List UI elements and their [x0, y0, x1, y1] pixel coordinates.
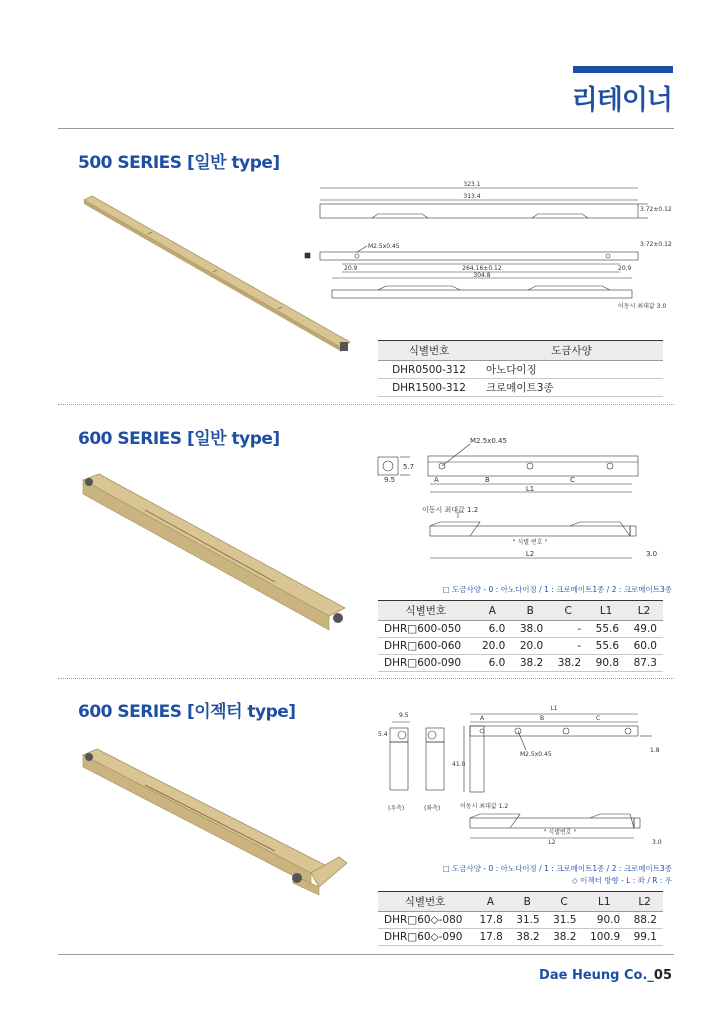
table-cell: 55.6	[587, 621, 625, 638]
dim-label: 41.0	[452, 761, 466, 768]
table-cell: 38.2	[546, 929, 583, 946]
dim-label: L1	[525, 485, 535, 493]
header-divider	[58, 128, 674, 129]
header-accent-bar	[573, 66, 673, 73]
table-cell: DHR□600-060	[378, 638, 473, 655]
table-header: 식별번호	[378, 892, 472, 912]
rail-600-standard-illustration	[75, 470, 355, 640]
table-header: B	[509, 892, 546, 912]
table-cell: 6.0	[473, 655, 511, 672]
table-cell: 87.3	[625, 655, 663, 672]
table-600-ejector	[378, 891, 663, 946]
table-cell: DHR□60◇-080	[378, 912, 472, 929]
section-title-600-standard: 600 SERIES [일반 type]	[78, 429, 280, 449]
section-divider	[58, 678, 674, 679]
dim-label: 323.1	[463, 181, 481, 188]
table-cell: 90.8	[587, 655, 625, 672]
dim-label: 9.5	[384, 476, 396, 484]
table-cell: 17.8	[472, 929, 509, 946]
drawing-600-standard	[370, 432, 670, 567]
dim-label: 20.9	[344, 265, 358, 272]
dim-label: A	[480, 715, 485, 722]
table-row	[378, 655, 663, 672]
table-cell: 아노다이징	[480, 361, 663, 379]
dim-label: " 식별 번호 "	[512, 539, 548, 546]
table-cell: DHR□600-050	[378, 621, 473, 638]
table-cell: DHR1500-312	[378, 379, 480, 397]
drawing-600-ejector	[370, 700, 670, 850]
table-row	[378, 929, 663, 946]
dim-label: M2.5x0.45	[520, 751, 552, 758]
table-header: 식별번호	[378, 601, 473, 621]
table-cell: 20.0	[473, 638, 511, 655]
dim-label: A	[434, 476, 439, 484]
dim-label: M2.5x0.45	[470, 437, 507, 445]
table-cell: DHR□600-090	[378, 655, 473, 672]
table-header: L1	[582, 892, 626, 912]
table-cell: 38.2	[509, 929, 546, 946]
table-cell: 90.0	[582, 912, 626, 929]
dim-label: " 식별번호 "	[543, 829, 577, 836]
table-cell: 38.0	[511, 621, 549, 638]
plating-note: □ 도금사양 - 0 : 아노다이징 / 1 : 크로메이트1종 / 2 : 크로메이트3종	[442, 864, 672, 873]
table-cell: 6.0	[473, 621, 511, 638]
rail-600-ejector-illustration	[75, 745, 355, 905]
table-header: C	[549, 601, 587, 621]
dim-label: L2	[525, 550, 535, 558]
table-cell: 100.9	[582, 929, 626, 946]
table-cell: 크로메이트3종	[480, 379, 663, 397]
dim-label: 264.16±0.12	[462, 265, 502, 272]
dim-label: 1.8	[650, 747, 660, 754]
table-600-standard	[378, 600, 663, 672]
ejector-direction-note: ◇ 이젝터 방향 - L : 좌 / R : 우	[572, 876, 672, 885]
footer-company	[539, 968, 672, 983]
table-row	[378, 361, 663, 379]
table-cell: 55.6	[587, 638, 625, 655]
dim-label: 9.5	[399, 712, 409, 719]
dim-label: 3.0	[646, 550, 658, 558]
drawing-500	[302, 180, 672, 315]
dim-label: 304.8	[473, 272, 491, 279]
dim-label: 3.72±0.12	[640, 241, 672, 248]
table-cell: 88.2	[626, 912, 663, 929]
dim-label: (우측)	[388, 805, 405, 812]
section-title-600-ejector: 600 SERIES [이젝터 type]	[78, 702, 296, 722]
dim-label: 이동시 최대값 3.0	[618, 303, 667, 310]
table-header: L2	[625, 601, 663, 621]
dim-label: 5.4	[378, 731, 388, 738]
table-cell: DHR□60◇-090	[378, 929, 472, 946]
dim-label: (좌측)	[424, 805, 441, 812]
table-header: B	[511, 601, 549, 621]
dim-label: 5.7	[403, 463, 415, 471]
table-cell: -	[549, 638, 587, 655]
table-cell: 20.0	[511, 638, 549, 655]
section-divider	[58, 404, 674, 405]
section-title-500: 500 SERIES [일반 type]	[78, 153, 280, 173]
dim-label: 313.4	[463, 193, 481, 200]
footer-divider	[58, 954, 674, 955]
dim-label: 3.72±0.12	[640, 206, 672, 213]
page-title: 리테이너	[571, 85, 672, 116]
table-cell: 38.2	[549, 655, 587, 672]
dim-label: C	[570, 476, 575, 484]
table-500	[378, 340, 663, 397]
dim-label: 20.9	[618, 265, 632, 272]
dim-label: C	[596, 715, 601, 722]
table-cell: -	[549, 621, 587, 638]
table-header: L1	[587, 601, 625, 621]
table-header: 도금사양	[480, 341, 663, 361]
table-header: C	[546, 892, 583, 912]
dim-label: L2	[548, 839, 556, 846]
table-row	[378, 912, 663, 929]
table-header: L2	[626, 892, 663, 912]
table-header: A	[472, 892, 509, 912]
table-cell: 49.0	[625, 621, 663, 638]
dim-label: 이동시 최대값 1.2	[422, 506, 479, 514]
table-row	[378, 638, 663, 655]
table-cell: 17.8	[472, 912, 509, 929]
table-header: A	[473, 601, 511, 621]
table-cell: 38.2	[511, 655, 549, 672]
page-number: 05	[653, 968, 672, 983]
table-cell: 99.1	[626, 929, 663, 946]
dim-label: 이동시 최대값 1.2	[460, 803, 509, 810]
table-header: 식별번호	[378, 341, 480, 361]
table-row	[378, 621, 663, 638]
footer-company-name: Dae Heung Co._	[539, 968, 654, 983]
table-cell: 31.5	[546, 912, 583, 929]
table-cell: 60.0	[625, 638, 663, 655]
dim-label: M2.5x0.45	[368, 243, 400, 250]
dim-label: 3.0	[652, 839, 662, 846]
dim-label: B	[485, 476, 490, 484]
table-cell: 31.5	[509, 912, 546, 929]
dim-label: L1	[550, 705, 558, 712]
table-row	[378, 379, 663, 397]
table-cell: DHR0500-312	[378, 361, 480, 379]
plating-note: □ 도금사양 - 0 : 아노다이징 / 1 : 크로메이트1종 / 2 : 크로메이트3종	[442, 585, 672, 594]
dim-label: B	[540, 715, 545, 722]
